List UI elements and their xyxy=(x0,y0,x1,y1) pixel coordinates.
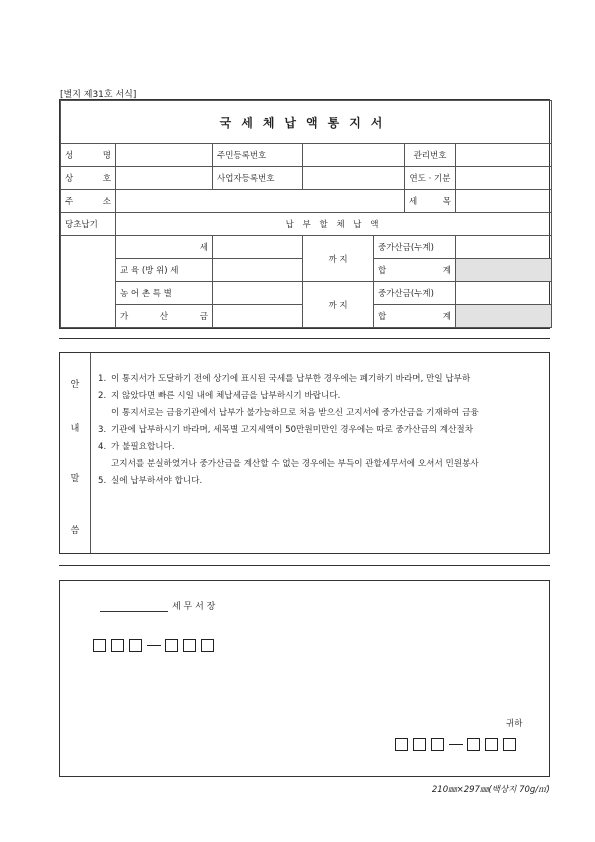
until-label-2: 까 지 xyxy=(303,282,374,328)
notice-box xyxy=(59,352,550,554)
paper-size-note: 210㎜×297㎜(백상지 70g/㎡) xyxy=(431,785,550,795)
notice-side-char: 씀 xyxy=(70,526,80,536)
due-date-value xyxy=(61,236,116,328)
tax-office-label: 세 무 서 장 xyxy=(172,602,216,612)
address-value xyxy=(116,190,405,213)
name-label: 성 명 xyxy=(61,144,116,167)
notice-side-label xyxy=(60,353,91,553)
notice-item: 이 통지서로는 금융기관에서 납부가 불가능하므로 처음 받으신 고지서에 중가산금을 기재하여 금융 xyxy=(111,408,479,418)
divider-line xyxy=(59,565,550,566)
notice-item: 5. 실에 납부하셔야 합니다. xyxy=(98,476,203,486)
payment-header: 납 부 할 체 납 액 xyxy=(116,213,552,236)
year-value xyxy=(456,167,552,190)
notice-form-table xyxy=(59,99,550,329)
envelope-area xyxy=(59,580,550,777)
resident-no-label: 주민등록번호 xyxy=(213,144,303,167)
until-label-1: 까 지 xyxy=(303,236,374,282)
form-number-label: [별지 제31호 서식] xyxy=(60,90,137,100)
penalty-value xyxy=(213,305,303,328)
heavy-penalty-value-1 xyxy=(456,236,552,259)
biz-no-value xyxy=(303,167,405,190)
trade-name-value xyxy=(116,167,213,190)
tax-item-value xyxy=(456,190,552,213)
heavy-penalty-value-2 xyxy=(456,282,552,305)
rural-tax-label: 농 어 촌 특 별 xyxy=(116,282,213,305)
tax-label: 세 xyxy=(116,236,213,259)
education-tax-label: 교 육 (방 위) 세 xyxy=(116,259,213,282)
notice-side-char: 안 xyxy=(70,380,80,390)
notice-item: 4. 가 불필요합니다. xyxy=(98,442,175,452)
trade-name-label: 상 호 xyxy=(61,167,116,190)
gwiha-label: 귀하 xyxy=(506,719,523,729)
total-label-2: 합 계 xyxy=(374,305,456,328)
total-label-1: 합 계 xyxy=(374,259,456,282)
total-value-2 xyxy=(456,305,552,328)
name-value xyxy=(116,144,213,167)
resident-no-value xyxy=(303,144,405,167)
address-label: 주 소 xyxy=(61,190,116,213)
notice-text xyxy=(98,371,544,490)
tax-item-label: 세 목 xyxy=(405,190,456,213)
notice-side-char: 내 xyxy=(70,424,80,434)
heavy-penalty-label-2: 중가산금(누계) xyxy=(374,282,456,305)
heavy-penalty-label-1: 중가산금(누계) xyxy=(374,236,456,259)
education-tax-value xyxy=(213,259,303,282)
total-value-1 xyxy=(456,259,552,282)
tax-value xyxy=(213,236,303,259)
tax-office-line xyxy=(100,599,215,612)
recipient-postal-code-boxes xyxy=(395,738,521,751)
due-date-label: 당초납기 xyxy=(61,213,116,236)
notice-item: 3. 기관에 납부하시기 바라며, 세목별 고지세액이 50만원미만인 경우에는 따로 중가산금의 계산절차 xyxy=(98,425,474,435)
notice-side-char: 말 xyxy=(70,474,80,484)
notice-item: 2. 지 않았다면 빠른 시일 내에 체납세금을 납부하시기 바랍니다. xyxy=(98,391,341,401)
rural-tax-value xyxy=(213,282,303,305)
mgmt-no-value xyxy=(456,144,552,167)
biz-no-label: 사업자등록번호 xyxy=(213,167,303,190)
penalty-label: 가 산 금 xyxy=(116,305,213,328)
form-title: 국세체납액통지서 xyxy=(61,101,552,144)
sender-postal-code-boxes xyxy=(93,639,219,652)
divider-line xyxy=(59,338,550,339)
year-label: 연도 · 기분 xyxy=(405,167,456,190)
notice-item: 고지서를 분실하였거나 중가산금을 계산할 수 없는 경우에는 부득이 관할세무서에 오셔서 민원봉사 xyxy=(111,459,479,469)
office-name-blank xyxy=(100,611,168,612)
mgmt-no-label: 관리번호 xyxy=(405,144,456,167)
notice-item: 1. 이 통지서가 도달하기 전에 상기에 표시된 국세를 납부한 경우에는 폐기하기 바라며, 만일 납부하 xyxy=(98,374,471,384)
